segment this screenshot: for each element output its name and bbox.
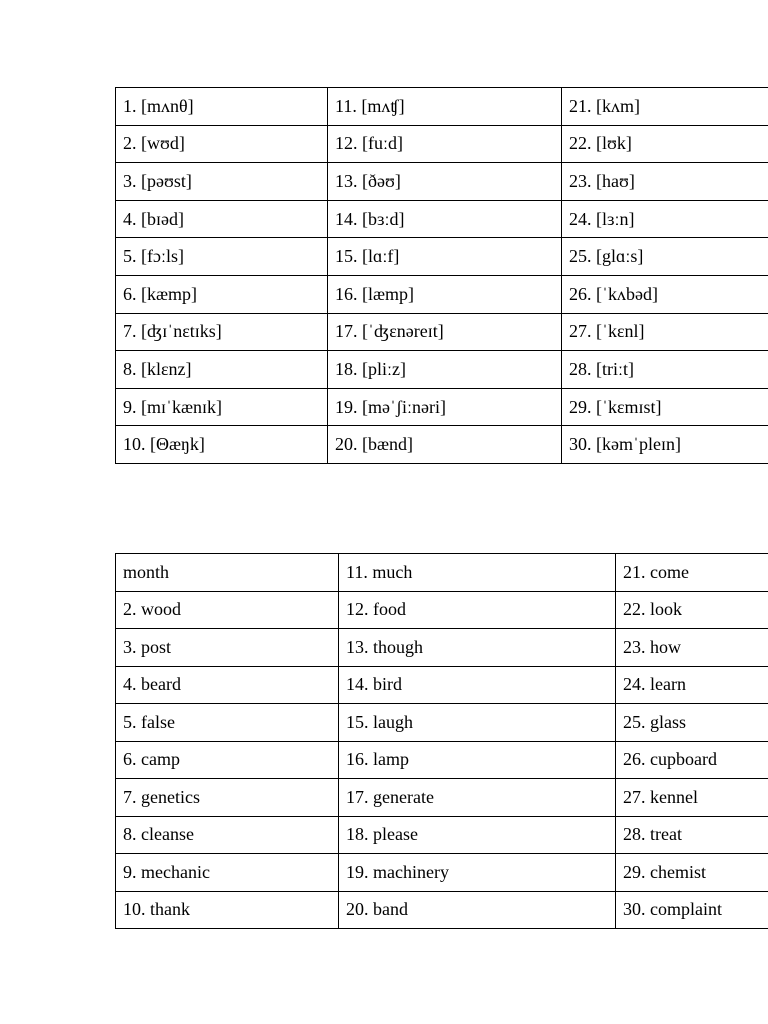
table-cell: 7. [ʤɪˈnɛtɪks] [116,313,328,351]
table-cell: 21. [kʌm] [562,88,768,126]
table-cell: 29. chemist [616,854,768,892]
table-cell: 24. learn [616,666,768,704]
table-cell: 26. [ˈkʌbəd] [562,275,768,313]
table-row [116,779,768,817]
table-cell: 21. come [616,554,768,592]
table-cell: 23. how [616,629,768,667]
table-row [116,891,768,929]
table-cell: 5. false [116,704,339,742]
table-cell: 23. [haʊ] [562,163,768,201]
table-cell: 6. [kæmp] [116,275,328,313]
table-row [116,238,768,276]
table-row [116,816,768,854]
table-row [116,426,768,464]
table-cell: 3. [pəʊst] [116,163,328,201]
table-row [116,704,768,742]
table-cell: 17. [ˈʤɛnəreɪt] [328,313,562,351]
table-cell: 14. bird [339,666,616,704]
table-cell: 22. [lʊk] [562,125,768,163]
table-cell: 1. [mʌnθ] [116,88,328,126]
table-cell: 8. [klɛnz] [116,351,328,389]
table-cell: 3. post [116,629,339,667]
table-cell: 7. genetics [116,779,339,817]
table-cell: 4. beard [116,666,339,704]
table-row [116,388,768,426]
table-cell: 2. wood [116,591,339,629]
table-row [116,163,768,201]
table-cell: 24. [lɜːn] [562,200,768,238]
table-cell: 4. [bɪəd] [116,200,328,238]
table-row [116,591,768,629]
table-cell: month [116,554,339,592]
table-cell: 26. cupboard [616,741,768,779]
table-cell: 6. camp [116,741,339,779]
table-cell: 19. [məˈʃiːnəri] [328,388,562,426]
table-cell: 28. [triːt] [562,351,768,389]
table-cell: 16. lamp [339,741,616,779]
table-cell: 18. [pliːz] [328,351,562,389]
table-row [116,275,768,313]
table-cell: 13. [ðəʊ] [328,163,562,201]
table-cell: 9. [mɪˈkænɪk] [116,388,328,426]
table-cell: 28. treat [616,816,768,854]
table-cell: 11. much [339,554,616,592]
ipa-transcription-table [115,87,768,464]
table-cell: 30. [kəmˈpleɪn] [562,426,768,464]
table-row [116,200,768,238]
table-cell: 10. [Θæŋk] [116,426,328,464]
table-row [116,666,768,704]
table-row [116,125,768,163]
table-cell: 19. machinery [339,854,616,892]
table-cell: 14. [bɜːd] [328,200,562,238]
table-cell: 20. band [339,891,616,929]
table-cell: 25. [glɑːs] [562,238,768,276]
table-cell: 16. [læmp] [328,275,562,313]
table-cell: 12. food [339,591,616,629]
table-cell: 9. mechanic [116,854,339,892]
table-row [116,629,768,667]
table-cell: 5. [fɔːls] [116,238,328,276]
table-row [116,741,768,779]
table-cell: 11. [mʌʧ] [328,88,562,126]
table-cell: 25. glass [616,704,768,742]
table-row [116,854,768,892]
table-row [116,313,768,351]
table-cell: 15. laugh [339,704,616,742]
table-cell: 18. please [339,816,616,854]
table-cell: 22. look [616,591,768,629]
table-cell: 10. thank [116,891,339,929]
table-row [116,554,768,592]
table-cell: 30. complaint [616,891,768,929]
table-cell: 27. [ˈkɛnl] [562,313,768,351]
table-row [116,88,768,126]
table-cell: 29. [ˈkɛmɪst] [562,388,768,426]
table-cell: 15. [lɑːf] [328,238,562,276]
table-cell: 17. generate [339,779,616,817]
table-cell: 2. [wʊd] [116,125,328,163]
table-cell: 27. kennel [616,779,768,817]
table-cell: 13. though [339,629,616,667]
table-cell: 20. [bænd] [328,426,562,464]
table-cell: 12. [fuːd] [328,125,562,163]
word-list-table [115,553,768,929]
table-cell: 8. cleanse [116,816,339,854]
table-row [116,351,768,389]
